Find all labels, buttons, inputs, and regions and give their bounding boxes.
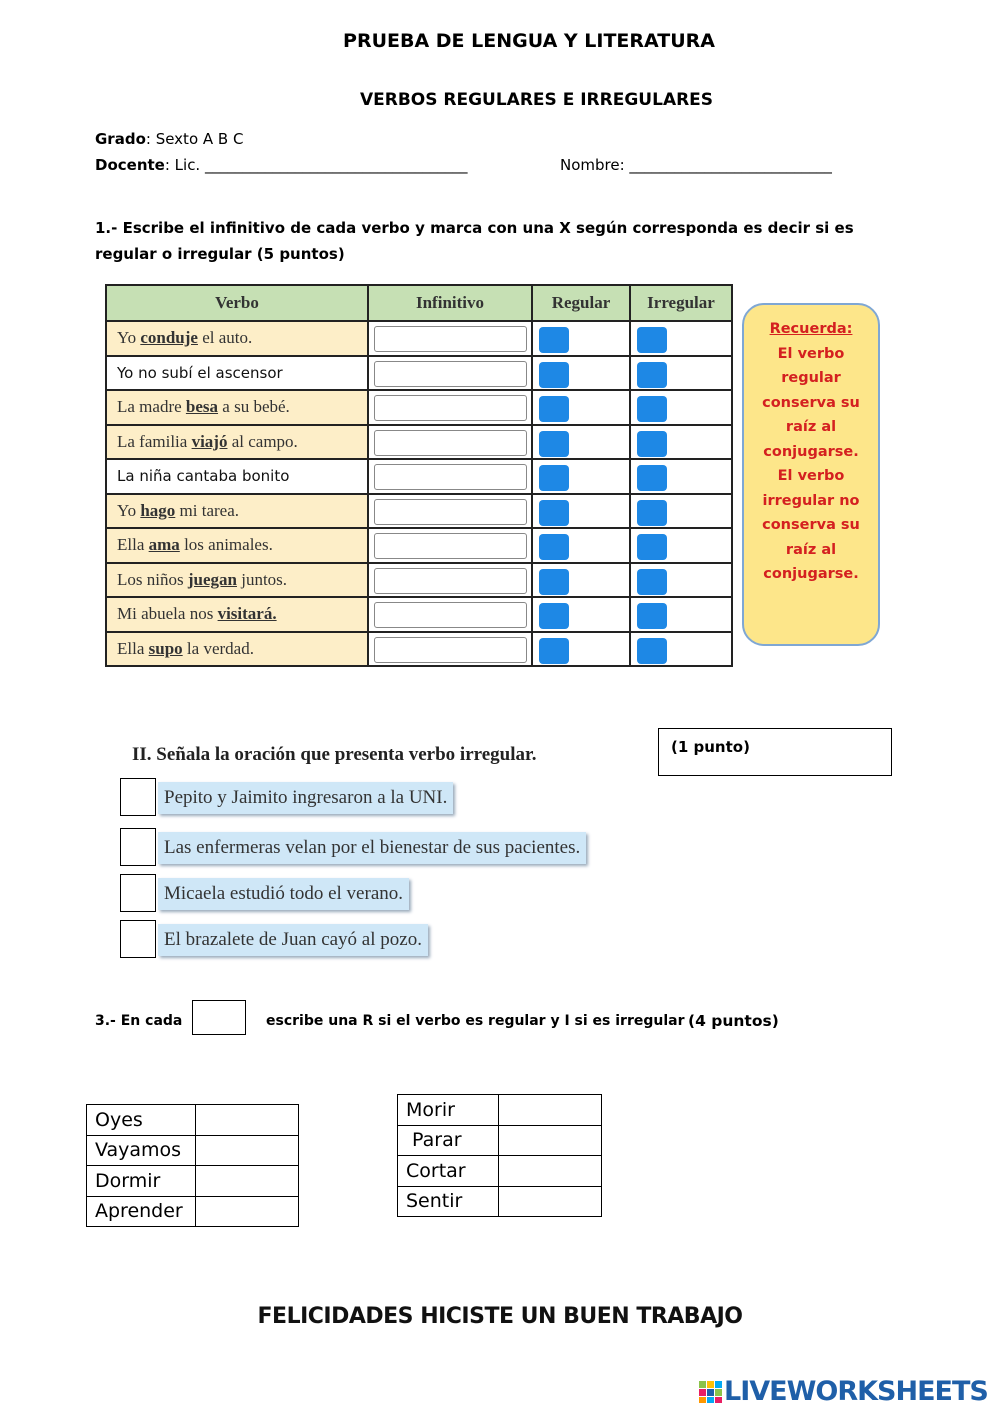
page-subtitle: VERBOS REGULARES E IRREGULARES [359,90,714,110]
irregular-checkbox[interactable] [637,362,667,388]
table-row [106,321,732,356]
regular-checkbox[interactable] [539,362,569,388]
irregular-checkbox[interactable] [637,569,667,595]
reminder-line: conserva su [762,517,860,533]
verb-cell: Mi abuela nos visitará. [106,597,368,632]
irregular-checkbox[interactable] [637,500,667,526]
answer-input[interactable] [499,1095,601,1124]
regular-checkbox[interactable] [539,396,569,422]
reminder-line: conjugarse. [763,566,859,582]
grado-label: Grado [95,130,146,148]
congrats-message: FELICIDADES HICISTE UN BUEN TRABAJO [257,1304,743,1329]
grado-line [95,130,243,148]
option-checkbox[interactable] [120,920,156,958]
docente-label: Docente [95,156,165,174]
question-1-line2: regular o irregular (5 puntos) [95,245,345,263]
reminder-line: conjugarse. [763,443,859,460]
nombre-line: Nombre: ___________________________ [560,156,832,174]
table-row [106,390,732,425]
words-table-right [397,1094,602,1217]
regular-checkbox[interactable] [539,500,569,526]
reminder-line: El verbo [777,345,845,362]
header-regular: Regular [532,285,630,321]
infinitive-input[interactable] [374,326,527,352]
verb-cell: Ella supo la verdad. [106,632,368,667]
reminder-line: El verbo [777,468,845,484]
irregular-checkbox[interactable] [637,638,667,664]
header-verbo: Verbo [106,285,368,321]
irregular-checkbox[interactable] [637,534,667,560]
infinitive-input[interactable] [374,533,527,559]
header-irregular: Irregular [630,285,732,321]
reminder-line: regular [781,370,841,386]
table-row [106,459,732,494]
answer-input[interactable] [499,1126,601,1155]
table-row [106,597,732,632]
verb-cell: Ella ama los animales. [106,528,368,563]
table-row [398,1186,602,1217]
answer-input[interactable] [499,1187,601,1216]
option-text: Pepito y Jaimito ingresaron a la UNI. [158,782,453,814]
verb-cell: Los niños juegan juntos. [106,563,368,598]
table-row [106,356,732,391]
irregular-checkbox[interactable] [637,603,667,629]
infinitive-input[interactable] [374,361,527,387]
table-row [106,632,732,667]
reminder-line: raíz al [785,419,837,435]
option-text: Las enfermeras velan por el bienestar de sus pacientes. [158,832,586,864]
table-row [87,1166,299,1197]
option-text: El brazalete de Juan cayó al pozo. [158,924,428,956]
liveworksheets-logo-icon [698,1380,724,1404]
infinitive-input[interactable] [374,499,527,525]
question-1 [95,215,875,267]
question-2-title: II. Señala la oración que presenta verbo irregular. [132,744,537,765]
word-cell: Dormir [87,1166,196,1197]
reminder-title: Recuerda: [769,321,853,337]
words-table-left [86,1104,299,1227]
option-text: Micaela estudió todo el verano. [158,878,409,910]
verb-cell: Yo no subí el ascensor [106,356,368,391]
infinitive-input[interactable] [374,395,527,421]
irregular-checkbox[interactable] [637,431,667,457]
word-cell: Oyes [87,1105,196,1136]
infinitive-input[interactable] [374,568,527,594]
verb-cell: Yo hago mi tarea. [106,494,368,529]
irregular-checkbox[interactable] [637,327,667,353]
option-checkbox[interactable] [120,778,156,816]
answer-input[interactable] [196,1166,298,1195]
question-3-instructions: escribe una R si el verbo es regular y I si es irregular [266,1013,685,1029]
reminder-line: conserva su [762,394,860,411]
infinitive-input[interactable] [374,602,527,628]
verb-cell: La niña cantaba bonito [106,459,368,494]
irregular-checkbox[interactable] [637,396,667,422]
example-box [192,1000,246,1035]
option-checkbox[interactable] [120,874,156,912]
question-3-points: (4 puntos) [688,1012,779,1030]
answer-input[interactable] [499,1156,601,1185]
header-infinitivo: Infinitivo [368,285,532,321]
word-cell: Aprender [87,1196,196,1227]
table-row [106,528,732,563]
regular-checkbox[interactable] [539,327,569,353]
docente-value: : Lic. ___________________________________ [164,156,468,174]
infinitive-input[interactable] [374,430,527,456]
reminder-box [742,303,880,646]
question-1-line1: 1.- Escribe el infinitivo de cada verbo y marca con una X según corresponda es decir si es [95,219,854,237]
regular-checkbox[interactable] [539,431,569,457]
word-cell: Vayamos [87,1135,196,1166]
word-cell: Sentir [398,1186,499,1217]
brand-text: LIVEWORKSHEETS [724,1376,988,1407]
grado-value: : Sexto A B C [145,130,244,148]
table-row [87,1135,299,1166]
table-row [106,494,732,529]
verb-cell: La madre besa a su bebé. [106,390,368,425]
answer-input[interactable] [196,1105,298,1134]
table-row [398,1125,602,1156]
answer-input[interactable] [196,1197,298,1226]
page-title: PRUEBA DE LENGUA Y LITERATURA [343,30,715,52]
docente-line [95,156,467,174]
table-row [87,1196,299,1227]
table-row [106,563,732,598]
reminder-line: irregular no [762,492,860,509]
irregular-checkbox[interactable] [637,465,667,491]
table-row [87,1105,299,1136]
option-checkbox[interactable] [120,828,156,866]
table-row [106,425,732,460]
table-row [398,1156,602,1187]
reminder-line: raíz al [785,541,837,558]
regular-checkbox[interactable] [539,603,569,629]
verb-cell: La familia viajó al campo. [106,425,368,460]
answer-input[interactable] [196,1136,298,1165]
regular-checkbox[interactable] [539,638,569,664]
question-2-points: (1 punto) [658,728,892,776]
word-cell: Cortar [398,1156,499,1187]
verbs-table [105,284,733,667]
question-3-prefix: 3.- En cada [95,1013,183,1029]
regular-checkbox[interactable] [539,465,569,491]
regular-checkbox[interactable] [539,569,569,595]
infinitive-input[interactable] [374,464,527,490]
regular-checkbox[interactable] [539,534,569,560]
table-row [398,1095,602,1126]
verb-cell: Yo conduje el auto. [106,321,368,356]
word-cell: Morir [398,1095,499,1126]
word-cell: Parar [398,1125,499,1156]
infinitive-input[interactable] [374,637,527,663]
